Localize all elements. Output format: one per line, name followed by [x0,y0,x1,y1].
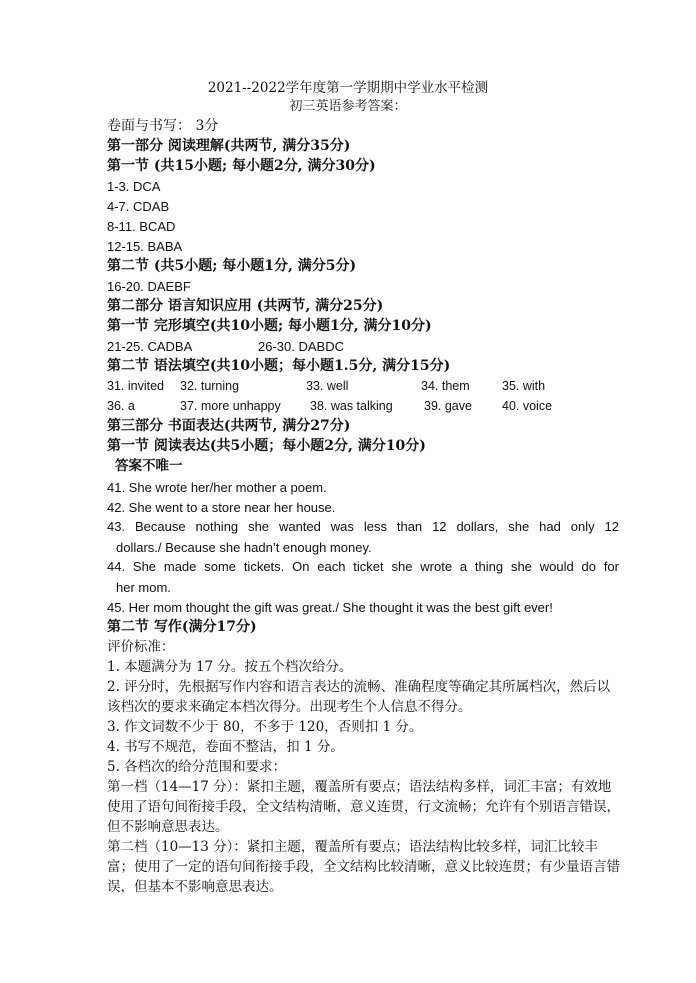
part1-section2-heading: 第二节 (共5小题; 每小题1分, 满分5分) [107,258,357,274]
reading-answer: 43. Because nothing she wanted was less than 12 dollars, she had only 12 [107,519,619,534]
grammar-answer: 31. invited [107,379,164,393]
grammar-answer: 38. was talking [310,399,393,413]
reading-answer: her mom. [116,580,171,595]
part2-section2-heading: 第二节 语法填空(共10小题；每小题1.5分, 满分15分) [107,358,451,374]
reading-answer: 42. She went to a store near her house. [107,500,336,515]
grammar-answer: 33. well [306,379,349,393]
part3-section2-heading: 第二节 写作(满分17分) [107,619,257,635]
document-title: 2021--2022学年度第一学期期中学业水平检测 [207,80,489,96]
criteria-item: 3. 作文词数不少于 80，不多于 120，否则扣 1 分。 [107,719,423,735]
part3-section1-heading: 第一节 阅读表达(共5小题；每小题2分, 满分10分) [107,438,426,454]
grammar-answer: 35. with [502,379,546,393]
document-subtitle: 初三英语参考答案： [289,99,407,114]
answer-row: 16-20. DAEBF [107,279,191,294]
grammar-answer: 37. more unhappy [180,399,281,413]
part1-heading: 第一部分 阅读理解(共两节, 满分35分) [107,138,351,154]
answer-row: 12-15. BABA [107,239,183,254]
criteria-item: 4. 书写不规范，卷面不整洁，扣 1 分。 [107,739,344,755]
grade-description: 第二档（10—13 分）：紧扣主题，覆盖所有要点；语法结构比较多样，词汇比较丰富；使用了一定的语句间衔接手段，全文结构比较清晰，意义比较连贯；有少量语言错误，但基本不影响意思表达。 [107,839,620,895]
answer-row: 8-11. BCAD [107,219,176,234]
part2-heading: 第二部分 语言知识应用 (共两节, 满分25分) [107,298,384,314]
grammar-answer: 32. turning [180,379,240,393]
part3-heading: 第三部分 书面表达(共两节, 满分27分) [107,418,351,434]
criteria-item: 1. 本题满分为 17 分。按五个档次给分。 [107,659,353,675]
reading-answer: 41. She wrote her/her mother a poem. [107,480,327,495]
answer-row: 1-3. DCA [107,179,161,194]
reading-answer: 44. She made some tickets. On each ticket she wrote a thing she would do for [107,559,619,574]
criteria-item: 5. 各档次的给分范围和要求： [107,759,287,775]
part1-section1-heading: 第一节 (共15小题; 每小题2分, 满分30分) [107,158,376,174]
grammar-answer: 40. voice [502,399,553,413]
part2-section1-heading: 第一节 完形填空(共10小题; 每小题1分, 满分10分) [107,318,432,334]
reading-answer: dollars./ Because she hadn’t enough money. [116,540,372,555]
grade-description: 第一档（14—17 分）：紧扣主题，覆盖所有要点；语法结构多样，词汇丰富；有效地使用了语句间衔接手段，全文结构清晰，意义连贯，行文流畅；允许有个别语言错误，但不影响意思表达。 [107,779,620,835]
grammar-answer: 39. gave [424,399,472,413]
answer-row: 26-30. DABDC [258,339,344,354]
reading-answer: 45. Her mom thought the gift was great./ She thought it was the best gift ever! [107,600,553,615]
grammar-answer: 36. a [107,399,135,413]
criteria-item: 2. 评分时，先根据写作内容和语言表达的流畅、准确程度等确定其所属档次，然后以该档次的要求来确定本档次得分。出现考生个人信息不得分。 [107,679,611,715]
criteria-title: 评价标准： [107,639,175,655]
answer-row: 4-7. CDAB [107,199,170,214]
answer-row: 21-25. CADBA [107,339,193,354]
grammar-answer: 34. them [421,379,470,393]
neatness-score: 卷面与书写： 3分 [107,118,219,134]
answer-note: 答案不唯一 [115,458,183,474]
